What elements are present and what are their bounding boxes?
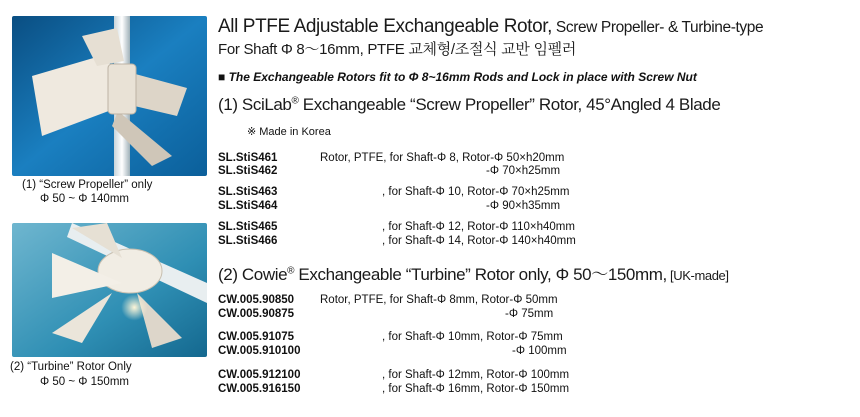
section1-heading (218, 95, 720, 115)
section2-desc-3: , for Shaft-Φ 10mm, Rotor-Φ 75mm (382, 331, 563, 343)
product-title (218, 16, 763, 38)
section2-heading (218, 260, 729, 285)
section2-prefix: (2) Cowie (218, 265, 288, 284)
section1-code-2: SL.StiS462 (218, 165, 278, 177)
section2-code-1: CW.005.90850 (218, 294, 295, 306)
turbine-photo (12, 223, 207, 357)
screw-propeller-image (12, 16, 207, 176)
section1-code-1: SL.StiS461 (218, 152, 278, 164)
section2-code-5: CW.005.912100 (218, 369, 301, 381)
section1-prefix: (1) SciLab (218, 95, 292, 114)
section2-desc-2: -Φ 75mm (505, 308, 554, 320)
product-title-sub: Screw Propeller- & Turbine-type (552, 19, 764, 36)
section2-origin: [UK-made] (666, 268, 729, 283)
photo2-caption-line1: (2) “Turbine” Rotor Only (10, 361, 132, 373)
section2-title-rest: Exchangeable “Turbine” Rotor only, Φ 50～150mm, (294, 265, 667, 284)
photo2-caption-line2: Φ 50 ~ Φ 150mm (40, 376, 129, 388)
section1-desc-3: , for Shaft-Φ 10, Rotor-Φ 70×h25mm (382, 186, 570, 198)
section2-code-3: CW.005.91075 (218, 331, 295, 343)
photo1-caption-line1: (1) “Screw Propeller” only (22, 179, 153, 191)
section1-code-5: SL.StiS465 (218, 221, 278, 233)
photo1-caption-line2: Φ 50 ~ Φ 140mm (40, 193, 129, 205)
section1-title-rest: Exchangeable “Screw Propeller” Rotor, 45°Angled 4 Blade (298, 95, 721, 114)
section1-code-4: SL.StiS464 (218, 200, 278, 212)
section2-code-4: CW.005.910100 (218, 345, 301, 357)
section2-registered-mark: ® (287, 265, 295, 277)
section1-code-3: SL.StiS463 (218, 186, 278, 198)
screw-propeller-photo (12, 16, 207, 176)
product-title-main: All PTFE Adjustable Exchangeable Rotor, (218, 16, 552, 37)
section1-desc-1: Rotor, PTFE, for Shaft-Φ 8, Rotor-Φ 50×h20mm (320, 152, 565, 164)
section2-desc-1: Rotor, PTFE, for Shaft-Φ 8mm, Rotor-Φ 50mm (320, 294, 558, 306)
section1-desc-5: , for Shaft-Φ 12, Rotor-Φ 110×h40mm (382, 221, 575, 233)
section1-desc-6: , for Shaft-Φ 14, Rotor-Φ 140×h40mm (382, 235, 576, 247)
section1-desc-2: -Φ 70×h25mm (486, 165, 561, 177)
section2-desc-5: , for Shaft-Φ 12mm, Rotor-Φ 100mm (382, 369, 570, 381)
turbine-image (12, 223, 207, 357)
section2-code-2: CW.005.90875 (218, 308, 295, 320)
product-subtitle: For Shaft Φ 8～16mm, PTFE 교체형/조절식 교반 임펠러 (218, 41, 577, 58)
section1-registered-mark: ® (291, 95, 299, 107)
section1-desc-4: -Φ 90×h35mm (486, 200, 561, 212)
fit-note: ■ The Exchangeable Rotors fit to Φ 8~16mm Rods and Lock in place with Screw Nut (218, 70, 697, 84)
made-in-korea-note: ※ Made in Korea (247, 126, 331, 138)
section2-desc-6: , for Shaft-Φ 16mm, Rotor-Φ 150mm (382, 383, 570, 395)
section2-desc-4: -Φ 100mm (512, 345, 567, 357)
section1-code-6: SL.StiS466 (218, 235, 278, 247)
section2-code-6: CW.005.916150 (218, 383, 301, 395)
